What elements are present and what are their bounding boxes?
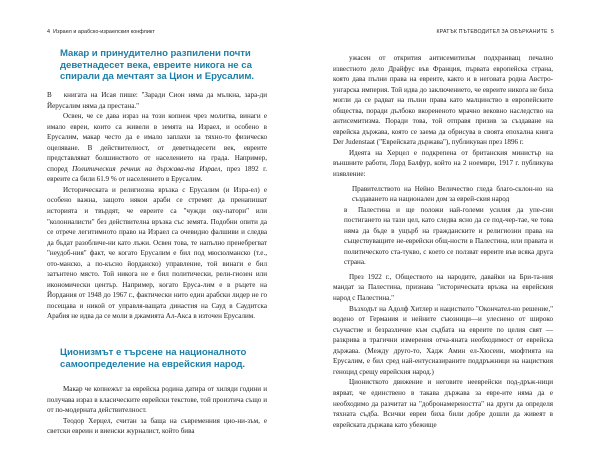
running-head-right-title: КРАТЪК ПЪТЕВОДИТЕЛ ЗА ОБЪРКАНИТЕ <box>436 29 548 35</box>
running-head-right <box>436 29 554 35</box>
paragraph: Теодор Херцел, считан за баща на съвременния цио-ни-зъм, е светски евреин и виенски журналист, който бива <box>47 416 267 436</box>
italic-source-title: Политическия речник на държава-та Израел <box>72 164 221 173</box>
section-heading-1: Макар и принудително разпилени почти деветнадесет века, евреите никога не са спирали да мечтаят за Цион и Ерусалим. <box>60 48 255 82</box>
quote-marker: в <box>344 205 348 214</box>
paragraph: В книгата на Исая пише: "Заради Сион няма да мълкна, зара-ди Йерусалим няма да престана." <box>47 91 267 110</box>
paragraph: Макар че копнежът за еврейска родина датира от хиляди години и получава израз в класическите еврейски текстове, той произтича също и от по-модерната действителност. <box>47 385 267 415</box>
paragraph: ужасен от открития антисемитизъм подхранващ печално известното дело Драйфус във Франция, първата европейска страна, която дава пълни права на евреите, както и в неговата родна Австро-унгарска империя. Той идва до заключението, че евреите никога не биха могли да се радват на пълни права като малцинство в европейските общества, поради дълбоко вкорененото мрачно вековно наследство на антисемитизма. Поради това, той отправя призив за създаване на еврейска държава, която се заема да обрисува в своята епохална книга Der Judenstaat ("Еврейската държава"), публикуван през 1896 г. <box>333 54 553 147</box>
section-heading-2: Ционизмът е търсене на националното самоопределение на еврейския народ. <box>60 347 247 370</box>
running-head-left-title: Израел и арабско-израелския конфликт <box>53 29 155 35</box>
running-head-left <box>47 29 155 35</box>
drop-letter: В <box>47 91 52 99</box>
paragraph: Възходът на Адолф Хитлер и нацисткото "Окончател-но решение," водено от Германия и нейните съюзници—и улеснено от широко съучастие и безразличие към съдбата на евреите по целия свят —разкрива в трагични измерения отча-яната необходимост от еврейска държава. (Между друго-то, Хадж Амин ел-Хюсеин, мюфтията на Ерусалим, е бил сред най-ентусиазираните поддръжници на нацисткия геноцид срещу еврейския народ.) <box>333 304 553 376</box>
page-number-left: 4 <box>47 29 51 35</box>
paragraph: Идеята на Херцел е подкрепена от британския министър на външните работи, Лорд Балфур, който на 2 ноември, 1917 г. публикува изявление: <box>333 148 553 179</box>
quote-line-1: Правителството на Нейно Величество гледа благо-склон-но на създаването на национален дом за еврей-ския народ <box>352 184 553 204</box>
right-column-body <box>333 53 553 430</box>
right-page <box>300 0 600 463</box>
balfour-declaration-quote <box>344 184 553 268</box>
section-2-body <box>47 384 267 437</box>
paragraph: Историческата и религиозна връзка с Ерусалим (и Изра-ел) е особено важна, защото някои араби се стремят да пренапишат историята и твърдят, че евреите са "чужди оку-патори" или "колониалисти" без действителна връзка със земята. Подобни опити да се отрече легитимното право на Израел са очевидно фалшиви и следва да бъдат разобличе-ни като лъжи. Освен това, те напълно пренебрегват "неудоб-ния" факт, че когато Ерусалим е бил под мюсюлманско (т.е., ото-манско, а по-късно йорданско) управление, той винаги е бил затънтено място. Той никога не е бил политически, рели-гиозен или икономически център. Например, когато Ерусa-лим е в ръцете на Йордания от 1948 до 1967 г., фактически нито един арабски лидер не го посещава и никой от управля-ващата династия на Сауд в Саудитска Арабия не идва да се моли в джамията Ал-Акса в източен Ерусалим. <box>47 185 267 321</box>
paragraph: Освен, че се дава израз на този копнеж чрез молитва, винаги е имало евреи, които са живели в земята на Израел, и особено в Ерусалим, макар често да е имало заплахи за тяхно-то физическо оцеляване. В действителност, от деветнадесети век, евреите представляват болшинството от населението на града. Например, според Политическия речник на държава-та Израел, през 1892 г. евреите са били 61.9 % от населението в Ерусалим. <box>47 112 267 184</box>
page-number-right: 5 <box>550 29 554 35</box>
paragraph: Ционисткото движение и неговите нееврейски под-дръж-ници вярват, че единствено в такава държава за евре-ите няма да е необходимо да разчитат на "добронамереността" на други да определя тяхната съдба. Всички евреи биха били добре дошли да живеят в еврейската държава като убежище <box>333 378 553 429</box>
paragraph: През 1922 г., Обществото на народите, давайки на Бри-та-ния мандат за Палестина, признава "историческата връзка на еврейския народ с Палестина." <box>333 272 553 303</box>
section-1-body <box>47 90 267 322</box>
quote-line-2: Палестина и ще положи най-големи усилия да упе-сни постигането на тази цел, като следва ясно да се под-чер-тае, че това няма да бъде в ущърб на гражданските и религиозни права на съществуващите не-еврейски общ-ности в Палестина, или правата и политическото ста-туквo, с което се ползват евреите във всяка друга страна. <box>344 205 553 267</box>
